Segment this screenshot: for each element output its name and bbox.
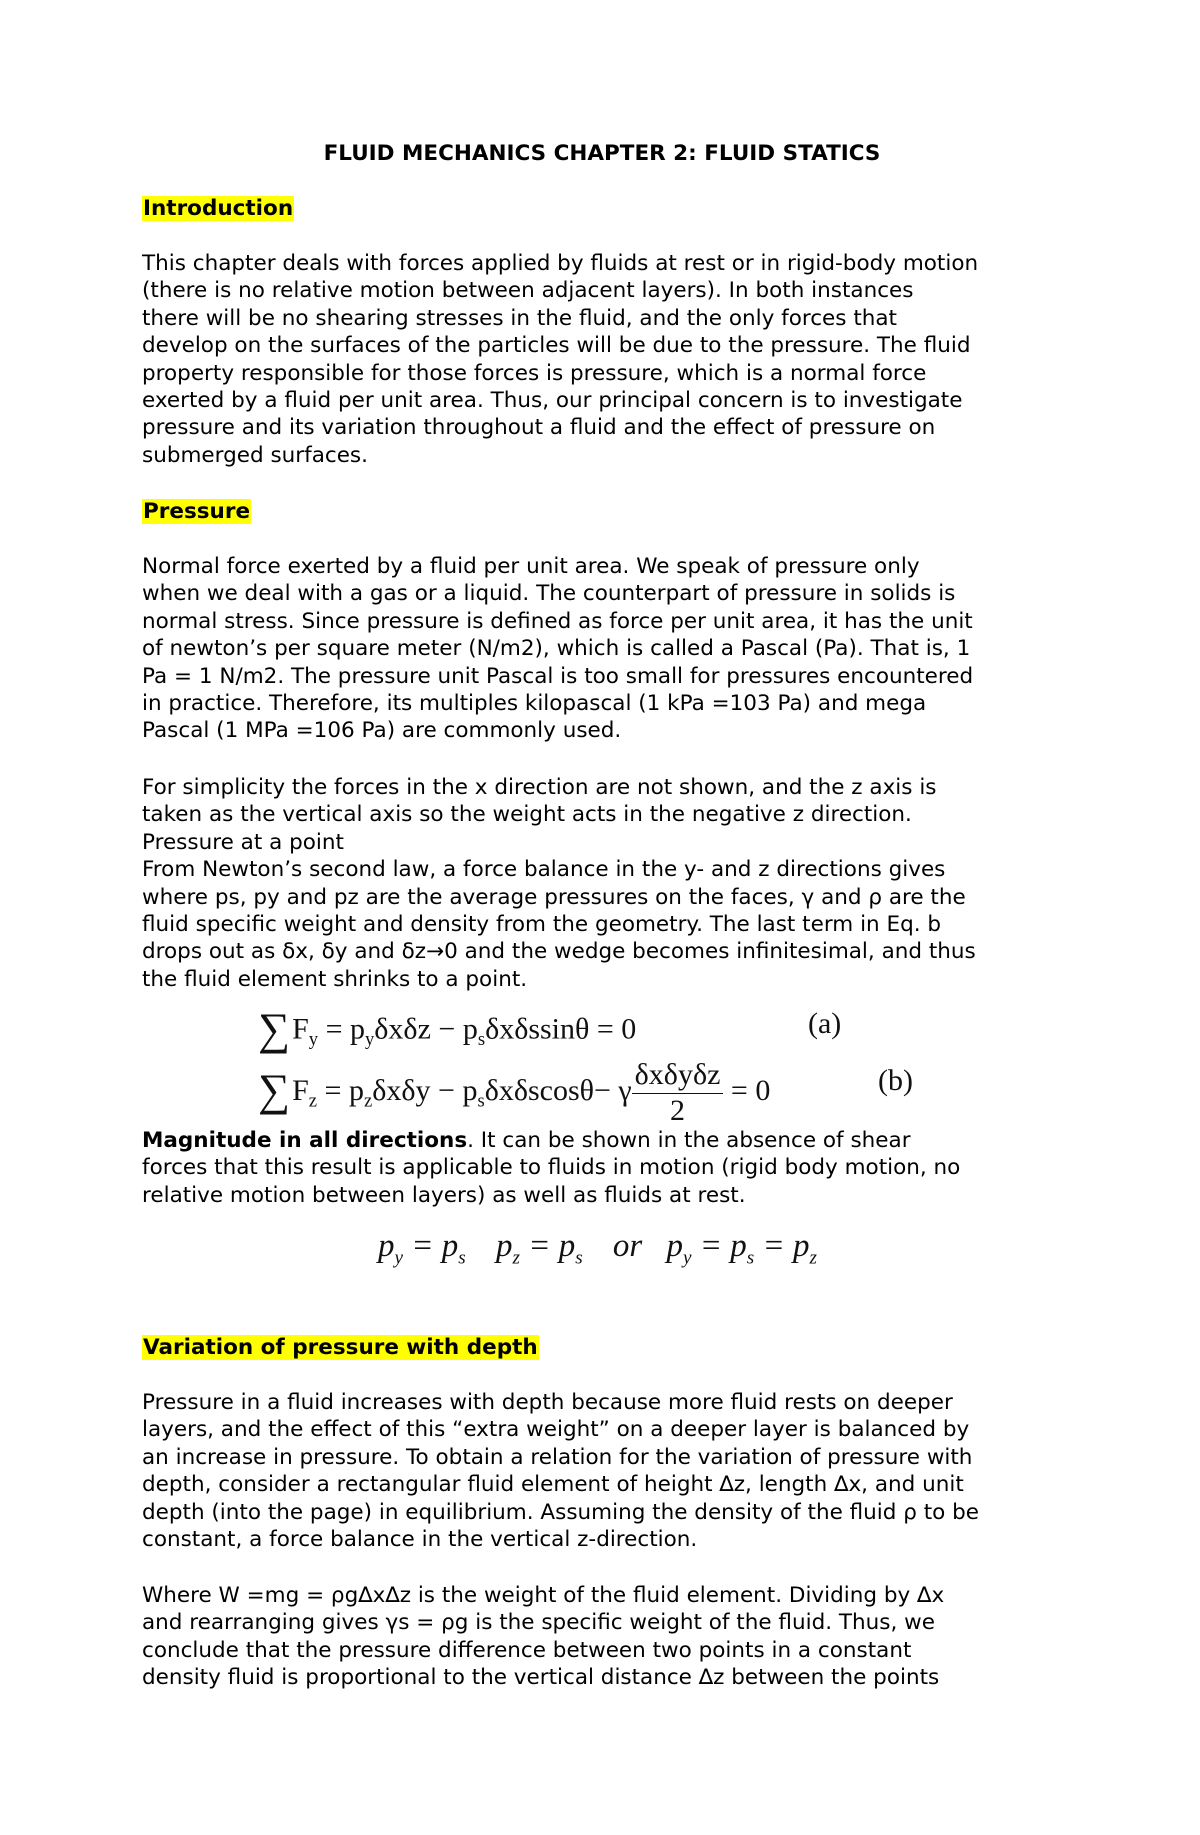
equation-a-label: (a)	[808, 1007, 842, 1040]
sigma-symbol: ∑	[258, 1065, 291, 1116]
document-title: FLUID MECHANICS CHAPTER 2: FLUID STATICS	[323, 141, 881, 166]
heading-introduction-text: Introduction	[143, 196, 294, 221]
magnitude-paragraph	[142, 1127, 1072, 1209]
equation-b-label: (b)	[878, 1064, 913, 1097]
sigma-symbol: ∑	[258, 1004, 291, 1054]
heading-pressure	[142, 498, 251, 526]
heading-introduction	[142, 195, 294, 223]
magnitude-lead: Magnitude in all directions	[142, 1128, 468, 1153]
equation-c: $p_y = p_s$ $p_z = p_s$ or $p_y = p_s = p_z$	[378, 1228, 817, 1269]
pressure-paragraph-1: Normal force exerted by a fluid per unit area. We speak of pressure only when we deal with a gas or a liquid. The counterpart of pressure in solids is normal stress. Since pressure is defined as force per unit area, it has the unit of newton’s per square meter (N/m2), which is called a Pascal (Pa). That is, 1 Pa = 1 N/m2. The pressure unit Pascal is too small for pressures encountered in practice. Therefore, its multiples kilopascal (1 kPa =103 Pa) and mega Pascal (1 MPa =106 Pa) are commonly used.	[142, 554, 974, 744]
heading-variation	[142, 1334, 539, 1362]
variation-paragraph-2: Where W =mg = ρg∆x∆z is the weight of the fluid element. Dividing by ∆x and rearranging gives γs = ρg is the specific weight of the fluid. Thus, we conclude that the pressure difference between two points in a constant density fluid is proportional to the vertical distance ∆z between the points	[142, 1583, 945, 1691]
variation-paragraph-1: Pressure in a fluid increases with depth because more fluid rests on deeper layers, and the effect of this “extra weight” on a deeper layer is balanced by an increase in pressure. To obtain a relation for the variation of pressure with depth, consider a rectangular fluid element of height ∆z, length ∆x, and unit depth (into the page) in equilibrium. Assuming the density of the fluid ρ to be constant, a force balance in the vertical z-direction.	[142, 1390, 980, 1553]
heading-variation-text: Variation of pressure with depth	[143, 1335, 538, 1360]
pressure-paragraph-2: For simplicity the forces in the x direction are not shown, and the z axis is taken as the vertical axis so the weight acts in the negative z direction. Pressure at a point From Newton’s second law, a force balance in the y- and z directions gives where ps, py and pz are the average pressures on the faces, γ and ρ are the fluid specific weight and density from the geometry. The last term in Eq. b drops out as δx, δy and δz→0 and the wedge becomes infinitesimal, and thus the fluid element shrinks to a point.	[142, 775, 976, 992]
introduction-paragraph: This chapter deals with forces applied by fluids at rest or in rigid-body motion (there is no relative motion between adjacent layers). In both instances there will be no shearing stresses in the fluid, and the only forces that develop on the surfaces of the particles will be due to the pressure. The fluid property responsible for those forces is pressure, which is a normal force exerted by a fluid per unit area. Thus, our principal concern is to investigate pressure and its variation throughout a fluid and the effect of pressure on submerged surfaces.	[142, 251, 979, 468]
equation-a: $\sum F_y = p_y\delta x\delta z - p_s\delta x\delta ssin\theta = 0$ (a)	[258, 1004, 842, 1054]
heading-pressure-text: Pressure	[143, 499, 251, 524]
equation-b: $\sum F_z = p_z\delta x\delta y - p_s\delta x\delta scos\theta- \gamma$ $\frac{\text{δxδyδz}}{2}$ = 0 (b)	[258, 1058, 913, 1127]
equation-b-fraction: $\frac{\text{δxδyδz}}{2}$	[632, 1060, 724, 1126]
magnitude-text: . It can be shown in the absence of shear forces that this result is applicable to fluids in motion (rigid body motion, no relative motion between layers) as well as fluids at rest.	[142, 1128, 961, 1208]
